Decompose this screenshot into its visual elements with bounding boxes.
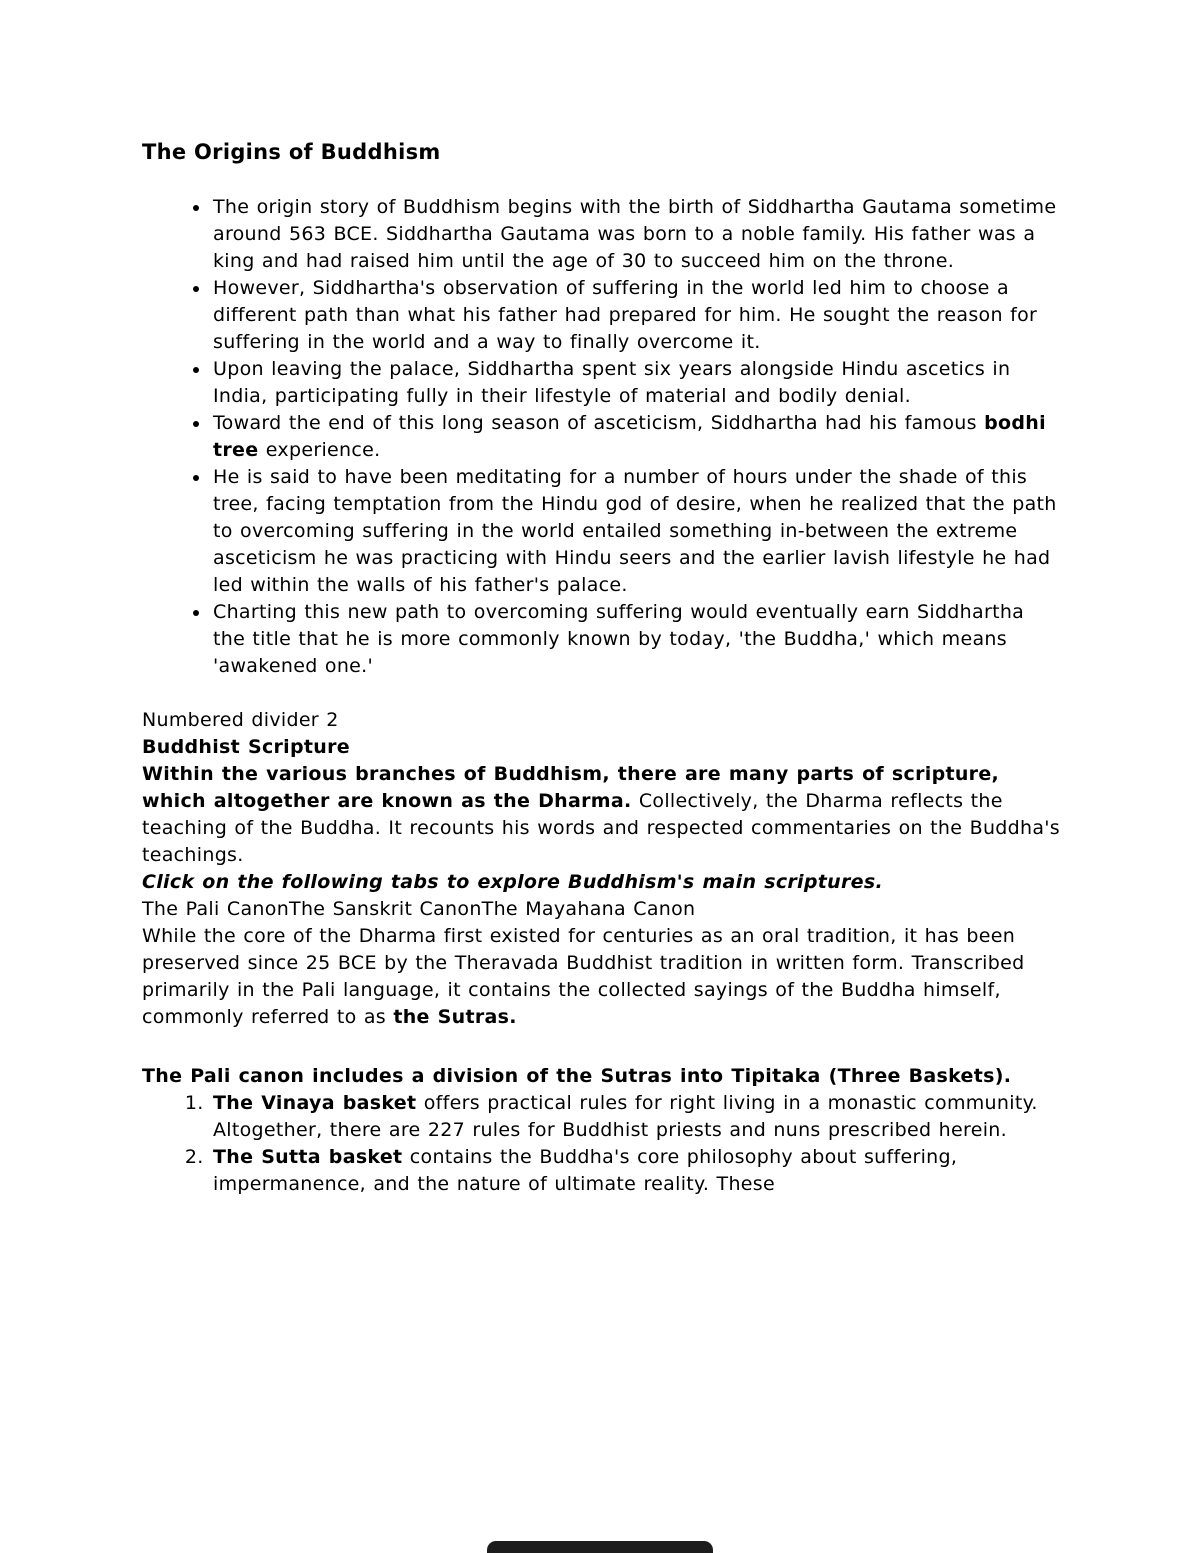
dharma-paragraph-rest: Collectively, the Dharma reflects the teaching of the Buddha. It recounts his words and respected commentaries on the Buddha's teachings. bbox=[142, 790, 1061, 866]
dharma-paragraph bbox=[142, 761, 1060, 869]
bottom-bar bbox=[487, 1541, 713, 1553]
tipitaka-paragraph: The Pali canon includes a division of the Sutras into Tipitaka (Three Baskets). bbox=[142, 1065, 1012, 1087]
bullet-text: He is said to have been meditating for a number of hours under the shade of this tree, facing temptation from the Hindu god of desire, when he realized that the path to overcoming suffering in the world entailed something in-between the extreme asceticism he was practicing with Hindu seers and the earlier lavish lifestyle he had led within the walls of his father's palace. bbox=[213, 466, 1057, 596]
pali-canon-paragraph-main: While the core of the Dharma first existed for centuries as an oral tradition, it has been preserved since 25 BCE by the Theravada Buddhist tradition in written form. Transcribed primarily in the Pali language, it contains the collected sayings of the Buddha himself, commonly referred to as bbox=[142, 925, 1025, 1028]
pali-canon-paragraph bbox=[142, 923, 1060, 1031]
numbered-divider-label: Numbered divider 2 bbox=[142, 709, 339, 731]
bullet-text: experience. bbox=[258, 439, 381, 461]
origins-bullet-list bbox=[142, 194, 1060, 680]
bullet-text: Upon leaving the palace, Siddhartha spent six years alongside Hindu ascetics in India, participating fully in their lifestyle of material and bodily denial. bbox=[213, 358, 1011, 407]
bullet-text: However, Siddhartha's observation of suffering in the world led him to choose a different path than what his father had prepared for him. He sought the reason for suffering in the world and a way to finally overcome it. bbox=[213, 277, 1038, 353]
the-sutras-emphasis: the Sutras. bbox=[393, 1006, 517, 1028]
numbered-item-sutta-basket bbox=[211, 1144, 1060, 1198]
numbered-item-vinaya-basket bbox=[211, 1090, 1060, 1144]
bullet-text: Charting this new path to overcoming suffering would eventually earn Siddhartha the title that he is more commonly known by today, 'the Buddha,' which means 'awakened one.' bbox=[213, 601, 1025, 677]
bodhi-tree-emphasis: bodhi tree bbox=[213, 412, 1046, 461]
baskets-numbered-list bbox=[142, 1090, 1060, 1198]
numbered-item-text: offers practical rules for right living in a monastic community. Altogether, there are 227 rules for Buddhist priests and nuns prescribed herein. bbox=[213, 1092, 1038, 1141]
bullet-item-the-buddha-title bbox=[211, 599, 1060, 680]
bullet-text: The origin story of Buddhism begins with the birth of Siddhartha Gautama sometime around 563 BCE. Siddhartha Gautama was born to a noble family. His father was a king and had raised him until the age of 30 to succeed him on the throne. bbox=[213, 196, 1057, 272]
page-title: The Origins of Buddhism bbox=[142, 140, 441, 164]
vinaya-basket-emphasis: The Vinaya basket bbox=[213, 1092, 417, 1114]
bullet-item-meditation bbox=[211, 464, 1060, 599]
bullet-item-observation-of-suffering bbox=[211, 275, 1060, 356]
numbered-item-text: contains the Buddha's core philosophy about suffering, impermanence, and the nature of ultimate reality. These bbox=[213, 1146, 958, 1195]
canon-tabs-line: The Pali CanonThe Sanskrit CanonThe Mayahana Canon bbox=[142, 898, 696, 920]
bullet-item-leaving-palace bbox=[211, 356, 1060, 410]
section-heading-buddhist-scripture: Buddhist Scripture bbox=[142, 736, 350, 758]
bullet-text: Toward the end of this long season of asceticism, Siddhartha had his famous bbox=[213, 412, 985, 434]
sutta-basket-emphasis: The Sutta basket bbox=[213, 1146, 403, 1168]
dharma-paragraph-bold-lead: Within the various branches of Buddhism, there are many parts of scripture, which altogether are known as the Dharma. bbox=[142, 763, 1000, 812]
bullet-item-bodhi-tree bbox=[211, 410, 1060, 464]
instruction-line: Click on the following tabs to explore Buddhism's main scriptures. bbox=[142, 871, 883, 893]
bullet-item-origin-story bbox=[211, 194, 1060, 275]
